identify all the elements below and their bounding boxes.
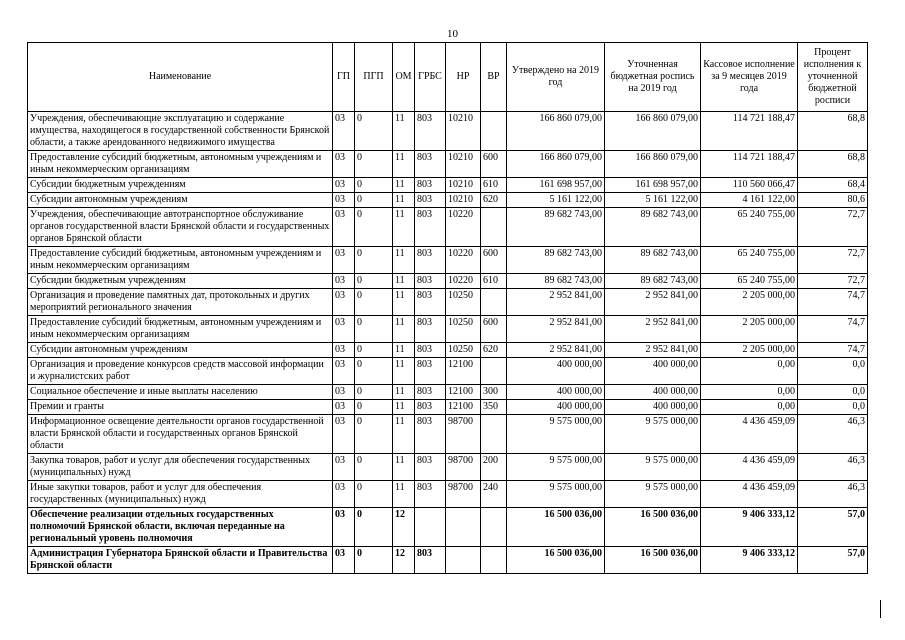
cell-approved: 2 952 841,00	[507, 316, 605, 343]
table-row	[28, 316, 868, 343]
cell-grbs: 803	[415, 400, 446, 415]
cell-name: Социальное обеспечение и иные выплаты населению	[28, 385, 333, 400]
cell-vr: 600	[481, 247, 507, 274]
cell-gp: 03	[333, 193, 355, 208]
cell-approved: 16 500 036,00	[507, 547, 605, 574]
cell-approved: 2 952 841,00	[507, 343, 605, 358]
cell-cash: 0,00	[701, 358, 798, 385]
cell-np	[446, 547, 481, 574]
cell-name: Премии и гранты	[28, 400, 333, 415]
header-refined: Уточненная бюджетная роспись на 2019 год	[605, 43, 701, 112]
cell-percent: 0,0	[798, 400, 868, 415]
cell-percent: 57,0	[798, 508, 868, 547]
header-name: Наименование	[28, 43, 333, 112]
cell-vr: 610	[481, 178, 507, 193]
cell-refined: 16 500 036,00	[605, 547, 701, 574]
cell-ppgp: 0	[355, 193, 393, 208]
cell-approved: 9 575 000,00	[507, 454, 605, 481]
edge-mark	[880, 600, 881, 618]
cell-cash: 65 240 755,00	[701, 274, 798, 289]
cell-grbs: 803	[415, 208, 446, 247]
cell-grbs: 803	[415, 289, 446, 316]
cell-vr: 200	[481, 454, 507, 481]
cell-gp: 03	[333, 208, 355, 247]
cell-name: Предоставление субсидий бюджетным, автономным учреждениям и иным некоммерческим организациям	[28, 247, 333, 274]
cell-cash: 2 205 000,00	[701, 343, 798, 358]
cell-np: 98700	[446, 481, 481, 508]
cell-ppgp: 0	[355, 343, 393, 358]
cell-ppgp: 0	[355, 481, 393, 508]
cell-grbs: 803	[415, 274, 446, 289]
cell-approved: 161 698 957,00	[507, 178, 605, 193]
cell-om: 11	[393, 112, 415, 151]
cell-refined: 400 000,00	[605, 358, 701, 385]
cell-om: 11	[393, 178, 415, 193]
cell-ppgp: 0	[355, 274, 393, 289]
cell-name: Закупка товаров, работ и услуг для обеспечения государственных (муниципальных) нужд	[28, 454, 333, 481]
cell-approved: 89 682 743,00	[507, 208, 605, 247]
cell-percent: 72,7	[798, 274, 868, 289]
cell-approved: 89 682 743,00	[507, 274, 605, 289]
cell-ppgp: 0	[355, 547, 393, 574]
cell-percent: 80,6	[798, 193, 868, 208]
table-row	[28, 343, 868, 358]
cell-grbs: 803	[415, 247, 446, 274]
table-row	[28, 247, 868, 274]
cell-ppgp: 0	[355, 400, 393, 415]
cell-om: 11	[393, 385, 415, 400]
header-cash: Кассовое исполнение за 9 месяцев 2019 года	[701, 43, 798, 112]
cell-cash: 65 240 755,00	[701, 208, 798, 247]
cell-vr: 610	[481, 274, 507, 289]
cell-name: Администрация Губернатора Брянской области и Правительства Брянской области	[28, 547, 333, 574]
cell-ppgp: 0	[355, 508, 393, 547]
table-row	[28, 208, 868, 247]
cell-om: 11	[393, 415, 415, 454]
cell-np: 10210	[446, 112, 481, 151]
cell-refined: 166 860 079,00	[605, 112, 701, 151]
cell-np: 98700	[446, 454, 481, 481]
cell-ppgp: 0	[355, 358, 393, 385]
cell-refined: 5 161 122,00	[605, 193, 701, 208]
cell-vr: 350	[481, 400, 507, 415]
cell-np	[446, 508, 481, 547]
table-row	[28, 385, 868, 400]
cell-approved: 400 000,00	[507, 358, 605, 385]
cell-percent: 74,7	[798, 316, 868, 343]
cell-grbs: 803	[415, 481, 446, 508]
cell-grbs: 803	[415, 547, 446, 574]
cell-om: 11	[393, 454, 415, 481]
cell-grbs: 803	[415, 178, 446, 193]
cell-ppgp: 0	[355, 454, 393, 481]
cell-cash: 9 406 333,12	[701, 508, 798, 547]
cell-vr: 240	[481, 481, 507, 508]
cell-om: 11	[393, 193, 415, 208]
cell-om: 11	[393, 358, 415, 385]
cell-om: 11	[393, 343, 415, 358]
cell-approved: 400 000,00	[507, 385, 605, 400]
cell-om: 11	[393, 274, 415, 289]
cell-percent: 46,3	[798, 415, 868, 454]
cell-om: 11	[393, 289, 415, 316]
cell-vr: 600	[481, 316, 507, 343]
cell-approved: 400 000,00	[507, 400, 605, 415]
cell-name: Учреждения, обеспечивающие эксплуатацию и содержание имущества, находящегося в государственной собственности Брянской области, а также арендованного недвижимого имущества	[28, 112, 333, 151]
cell-grbs: 803	[415, 112, 446, 151]
cell-gp: 03	[333, 385, 355, 400]
cell-vr: 620	[481, 343, 507, 358]
cell-refined: 9 575 000,00	[605, 481, 701, 508]
cell-gp: 03	[333, 274, 355, 289]
cell-refined: 2 952 841,00	[605, 343, 701, 358]
cell-grbs	[415, 508, 446, 547]
cell-cash: 65 240 755,00	[701, 247, 798, 274]
cell-percent: 46,3	[798, 454, 868, 481]
cell-ppgp: 0	[355, 178, 393, 193]
cell-om: 11	[393, 208, 415, 247]
cell-gp: 03	[333, 481, 355, 508]
cell-percent: 72,7	[798, 208, 868, 247]
cell-om: 11	[393, 316, 415, 343]
table-row	[28, 178, 868, 193]
cell-gp: 03	[333, 289, 355, 316]
cell-name: Субсидии бюджетным учреждениям	[28, 178, 333, 193]
cell-name: Организация и проведение памятных дат, протокольных и других мероприятий регионального значения	[28, 289, 333, 316]
cell-vr: 300	[481, 385, 507, 400]
cell-np: 12100	[446, 400, 481, 415]
cell-name: Предоставление субсидий бюджетным, автономным учреждениям и иным некоммерческим организациям	[28, 316, 333, 343]
cell-approved: 166 860 079,00	[507, 151, 605, 178]
table-body	[28, 112, 868, 574]
cell-gp: 03	[333, 400, 355, 415]
cell-approved: 166 860 079,00	[507, 112, 605, 151]
cell-refined: 2 952 841,00	[605, 316, 701, 343]
cell-refined: 400 000,00	[605, 400, 701, 415]
cell-refined: 2 952 841,00	[605, 289, 701, 316]
cell-grbs: 803	[415, 151, 446, 178]
cell-gp: 03	[333, 178, 355, 193]
cell-percent: 72,7	[798, 247, 868, 274]
cell-gp: 03	[333, 151, 355, 178]
cell-ppgp: 0	[355, 247, 393, 274]
cell-vr: 600	[481, 151, 507, 178]
cell-ppgp: 0	[355, 112, 393, 151]
cell-refined: 161 698 957,00	[605, 178, 701, 193]
cell-approved: 16 500 036,00	[507, 508, 605, 547]
table-row	[28, 481, 868, 508]
cell-ppgp: 0	[355, 316, 393, 343]
cell-np: 98700	[446, 415, 481, 454]
cell-name: Субсидии бюджетным учреждениям	[28, 274, 333, 289]
cell-refined: 89 682 743,00	[605, 274, 701, 289]
cell-np: 10250	[446, 316, 481, 343]
header-grbs: ГРБС	[415, 43, 446, 112]
cell-gp: 03	[333, 112, 355, 151]
cell-approved: 89 682 743,00	[507, 247, 605, 274]
cell-cash: 0,00	[701, 400, 798, 415]
cell-ppgp: 0	[355, 415, 393, 454]
cell-ppgp: 0	[355, 151, 393, 178]
cell-vr	[481, 112, 507, 151]
table-row	[28, 193, 868, 208]
cell-percent: 68,4	[798, 178, 868, 193]
cell-percent: 68,8	[798, 151, 868, 178]
cell-ppgp: 0	[355, 385, 393, 400]
cell-gp: 03	[333, 454, 355, 481]
cell-refined: 89 682 743,00	[605, 247, 701, 274]
cell-om: 11	[393, 400, 415, 415]
cell-np: 12100	[446, 358, 481, 385]
cell-grbs: 803	[415, 385, 446, 400]
cell-vr	[481, 358, 507, 385]
cell-cash: 4 161 122,00	[701, 193, 798, 208]
cell-cash: 4 436 459,09	[701, 454, 798, 481]
cell-percent: 74,7	[798, 289, 868, 316]
cell-grbs: 803	[415, 343, 446, 358]
cell-np: 12100	[446, 385, 481, 400]
header-percent: Процент исполнения к уточненной бюджетной росписи	[798, 43, 868, 112]
header-np: НР	[446, 43, 481, 112]
cell-gp: 03	[333, 247, 355, 274]
cell-refined: 89 682 743,00	[605, 208, 701, 247]
cell-approved: 9 575 000,00	[507, 415, 605, 454]
table-row	[28, 508, 868, 547]
table-header-row	[28, 43, 868, 112]
cell-name: Обеспечение реализации отдельных государственных полномочий Брянской области, включая переданные на региональный уровень полномочия	[28, 508, 333, 547]
cell-gp: 03	[333, 343, 355, 358]
cell-cash: 9 406 333,12	[701, 547, 798, 574]
cell-approved: 2 952 841,00	[507, 289, 605, 316]
cell-grbs: 803	[415, 415, 446, 454]
cell-om: 12	[393, 547, 415, 574]
cell-np: 10220	[446, 247, 481, 274]
cell-vr: 620	[481, 193, 507, 208]
cell-name: Субсидии автономным учреждениям	[28, 343, 333, 358]
cell-om: 11	[393, 151, 415, 178]
cell-ppgp: 0	[355, 208, 393, 247]
header-approved: Утверждено на 2019 год	[507, 43, 605, 112]
cell-cash: 4 436 459,09	[701, 415, 798, 454]
cell-np: 10210	[446, 178, 481, 193]
cell-percent: 46,3	[798, 481, 868, 508]
cell-vr	[481, 208, 507, 247]
cell-name: Информационное освещение деятельности органов государственной власти Брянской области и государственных органов Брянской области	[28, 415, 333, 454]
cell-refined: 9 575 000,00	[605, 415, 701, 454]
cell-np: 10250	[446, 289, 481, 316]
header-om: ОМ	[393, 43, 415, 112]
cell-percent: 68,8	[798, 112, 868, 151]
cell-om: 11	[393, 247, 415, 274]
cell-name: Учреждения, обеспечивающие автотранспортное обслуживание органов государственной власти Брянской области и государственных органов Брянской области	[28, 208, 333, 247]
cell-name: Предоставление субсидий бюджетным, автономным учреждениям и иным некоммерческим организациям	[28, 151, 333, 178]
cell-gp: 03	[333, 547, 355, 574]
cell-vr	[481, 508, 507, 547]
table-row	[28, 274, 868, 289]
cell-gp: 03	[333, 415, 355, 454]
cell-np: 10210	[446, 151, 481, 178]
cell-cash: 2 205 000,00	[701, 316, 798, 343]
cell-om: 11	[393, 481, 415, 508]
cell-cash: 114 721 188,47	[701, 112, 798, 151]
header-gp: ГП	[333, 43, 355, 112]
cell-vr	[481, 547, 507, 574]
cell-approved: 5 161 122,00	[507, 193, 605, 208]
cell-gp: 03	[333, 508, 355, 547]
cell-percent: 0,0	[798, 385, 868, 400]
header-vr: ВР	[481, 43, 507, 112]
table-row	[28, 400, 868, 415]
cell-refined: 166 860 079,00	[605, 151, 701, 178]
cell-grbs: 803	[415, 316, 446, 343]
table-row	[28, 112, 868, 151]
cell-grbs: 803	[415, 358, 446, 385]
table-row	[28, 547, 868, 574]
cell-cash: 0,00	[701, 385, 798, 400]
cell-np: 10220	[446, 208, 481, 247]
cell-vr	[481, 289, 507, 316]
cell-cash: 110 560 066,47	[701, 178, 798, 193]
cell-approved: 9 575 000,00	[507, 481, 605, 508]
cell-gp: 03	[333, 316, 355, 343]
cell-cash: 114 721 188,47	[701, 151, 798, 178]
cell-np: 10210	[446, 193, 481, 208]
cell-np: 10250	[446, 343, 481, 358]
cell-name: Иные закупки товаров, работ и услуг для обеспечения государственных (муниципальных) нужд	[28, 481, 333, 508]
table-row	[28, 358, 868, 385]
budget-execution-table	[27, 42, 868, 574]
cell-percent: 0,0	[798, 358, 868, 385]
cell-gp: 03	[333, 358, 355, 385]
cell-percent: 74,7	[798, 343, 868, 358]
cell-refined: 9 575 000,00	[605, 454, 701, 481]
table-row	[28, 151, 868, 178]
cell-grbs: 803	[415, 193, 446, 208]
cell-ppgp: 0	[355, 289, 393, 316]
cell-np: 10220	[446, 274, 481, 289]
table-row	[28, 454, 868, 481]
cell-name: Субсидии автономным учреждениям	[28, 193, 333, 208]
table-row	[28, 289, 868, 316]
cell-name: Организация и проведение конкурсов средств массовой информации и журналистских работ	[28, 358, 333, 385]
cell-refined: 16 500 036,00	[605, 508, 701, 547]
cell-percent: 57,0	[798, 547, 868, 574]
table-row	[28, 415, 868, 454]
page-number: 10	[447, 28, 458, 40]
cell-cash: 4 436 459,09	[701, 481, 798, 508]
header-ppgp: ПГП	[355, 43, 393, 112]
cell-om: 12	[393, 508, 415, 547]
cell-cash: 2 205 000,00	[701, 289, 798, 316]
cell-grbs: 803	[415, 454, 446, 481]
cell-refined: 400 000,00	[605, 385, 701, 400]
cell-vr	[481, 415, 507, 454]
